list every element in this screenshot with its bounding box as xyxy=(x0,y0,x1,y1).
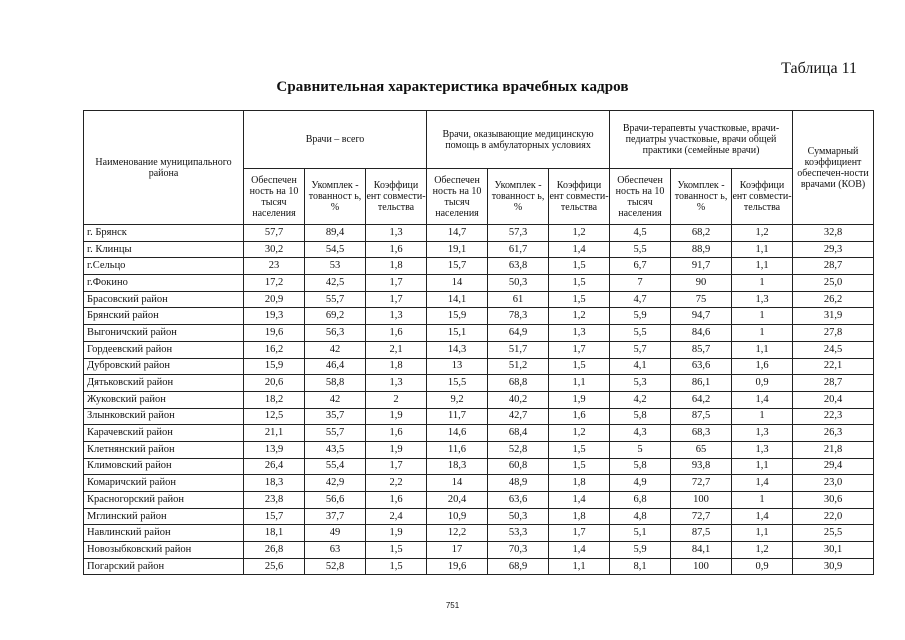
value-cell: 1,3 xyxy=(732,441,793,458)
table-row xyxy=(84,475,874,492)
value-cell: 5,8 xyxy=(610,408,671,425)
value-cell: 10,9 xyxy=(427,508,488,525)
table-row xyxy=(84,391,874,408)
value-cell: 1,7 xyxy=(366,275,427,292)
value-cell: 87,5 xyxy=(671,408,732,425)
value-cell: 84,6 xyxy=(671,325,732,342)
value-cell: 75 xyxy=(671,291,732,308)
value-cell: 1,5 xyxy=(549,358,610,375)
district-name-cell: Комаричский район xyxy=(84,475,244,492)
value-cell: 1,1 xyxy=(732,341,793,358)
subheader-combination: Коэффици ент совмести-тельства xyxy=(732,169,793,225)
district-name-cell: Красногорский район xyxy=(84,492,244,509)
value-cell: 51,7 xyxy=(488,341,549,358)
value-cell: 5 xyxy=(610,441,671,458)
value-cell: 1,5 xyxy=(549,258,610,275)
district-name-cell: г. Брянск xyxy=(84,225,244,242)
value-cell: 51,2 xyxy=(488,358,549,375)
value-cell: 5,8 xyxy=(610,458,671,475)
value-cell: 1 xyxy=(732,308,793,325)
value-cell: 46,4 xyxy=(305,358,366,375)
value-cell: 1,2 xyxy=(732,225,793,242)
value-cell: 1,2 xyxy=(549,425,610,442)
value-cell: 30,2 xyxy=(244,241,305,258)
table-row xyxy=(84,225,874,242)
value-cell: 14,6 xyxy=(427,425,488,442)
value-cell: 1,5 xyxy=(366,542,427,559)
value-cell: 1,1 xyxy=(549,375,610,392)
value-cell: 1,2 xyxy=(732,542,793,559)
value-cell: 11,6 xyxy=(427,441,488,458)
value-cell: 14,1 xyxy=(427,291,488,308)
value-cell: 90 xyxy=(671,275,732,292)
value-cell: 50,3 xyxy=(488,275,549,292)
value-cell: 5,5 xyxy=(610,241,671,258)
value-cell: 88,9 xyxy=(671,241,732,258)
value-cell: 52,8 xyxy=(488,441,549,458)
value-cell: 26,4 xyxy=(244,458,305,475)
value-cell: 4,1 xyxy=(610,358,671,375)
value-cell: 1,6 xyxy=(366,241,427,258)
value-cell: 1,3 xyxy=(732,291,793,308)
header-group-therapists: Врачи-терапевты участковые, врачи-педиатры участковые, врачи общей практики (семейные врачи) xyxy=(610,111,793,169)
value-cell: 12,5 xyxy=(244,408,305,425)
value-cell: 19,3 xyxy=(244,308,305,325)
value-cell: 70,3 xyxy=(488,542,549,559)
value-cell: 1,3 xyxy=(366,375,427,392)
value-cell: 63 xyxy=(305,542,366,559)
value-cell: 1,7 xyxy=(366,458,427,475)
header-group-outpatient: Врачи, оказывающие медицинскую помощь в амбулаторных условиях xyxy=(427,111,610,169)
value-cell: 86,1 xyxy=(671,375,732,392)
value-cell: 20,4 xyxy=(427,492,488,509)
value-cell: 0,9 xyxy=(732,375,793,392)
value-cell: 4,2 xyxy=(610,391,671,408)
value-cell: 1,6 xyxy=(732,358,793,375)
value-cell: 30,1 xyxy=(793,542,874,559)
value-cell: 37,7 xyxy=(305,508,366,525)
value-cell: 1,1 xyxy=(549,558,610,575)
value-cell: 94,7 xyxy=(671,308,732,325)
value-cell: 1,4 xyxy=(549,492,610,509)
value-cell: 56,6 xyxy=(305,492,366,509)
value-cell: 17 xyxy=(427,542,488,559)
value-cell: 19,6 xyxy=(427,558,488,575)
value-cell: 14,3 xyxy=(427,341,488,358)
value-cell: 1,3 xyxy=(732,425,793,442)
value-cell: 24,5 xyxy=(793,341,874,358)
page-number: 751 xyxy=(445,601,460,610)
value-cell: 1,5 xyxy=(549,458,610,475)
district-name-cell: Дубровский район xyxy=(84,358,244,375)
value-cell: 28,7 xyxy=(793,375,874,392)
value-cell: 18,3 xyxy=(427,458,488,475)
value-cell: 1,7 xyxy=(549,341,610,358)
value-cell: 18,1 xyxy=(244,525,305,542)
value-cell: 1,6 xyxy=(366,425,427,442)
value-cell: 4,3 xyxy=(610,425,671,442)
value-cell: 1,8 xyxy=(549,475,610,492)
district-name-cell: Дятьковский район xyxy=(84,375,244,392)
value-cell: 85,7 xyxy=(671,341,732,358)
value-cell: 15,5 xyxy=(427,375,488,392)
district-name-cell: г.Сельцо xyxy=(84,258,244,275)
value-cell: 2,1 xyxy=(366,341,427,358)
value-cell: 7 xyxy=(610,275,671,292)
district-name-cell: Выгоничский район xyxy=(84,325,244,342)
value-cell: 4,9 xyxy=(610,475,671,492)
value-cell: 72,7 xyxy=(671,508,732,525)
table-row xyxy=(84,241,874,258)
value-cell: 1,8 xyxy=(366,258,427,275)
value-cell: 26,8 xyxy=(244,542,305,559)
value-cell: 68,2 xyxy=(671,225,732,242)
value-cell: 16,2 xyxy=(244,341,305,358)
value-cell: 89,4 xyxy=(305,225,366,242)
value-cell: 15,1 xyxy=(427,325,488,342)
table-row xyxy=(84,258,874,275)
value-cell: 60,8 xyxy=(488,458,549,475)
value-cell: 84,1 xyxy=(671,542,732,559)
district-name-cell: Жуковский район xyxy=(84,391,244,408)
value-cell: 5,9 xyxy=(610,308,671,325)
value-cell: 14,7 xyxy=(427,225,488,242)
district-name-cell: Погарский район xyxy=(84,558,244,575)
value-cell: 5,1 xyxy=(610,525,671,542)
value-cell: 1 xyxy=(732,275,793,292)
district-name-cell: Брянский район xyxy=(84,308,244,325)
value-cell: 1,1 xyxy=(732,241,793,258)
value-cell: 20,9 xyxy=(244,291,305,308)
value-cell: 6,8 xyxy=(610,492,671,509)
value-cell: 4,5 xyxy=(610,225,671,242)
value-cell: 78,3 xyxy=(488,308,549,325)
value-cell: 42 xyxy=(305,391,366,408)
subheader-staffing: Укомплек - тованност ь, % xyxy=(671,169,732,225)
value-cell: 1,5 xyxy=(549,275,610,292)
value-cell: 1,4 xyxy=(549,241,610,258)
value-cell: 64,2 xyxy=(671,391,732,408)
value-cell: 61,7 xyxy=(488,241,549,258)
value-cell: 2 xyxy=(366,391,427,408)
value-cell: 18,2 xyxy=(244,391,305,408)
value-cell: 1,4 xyxy=(732,475,793,492)
value-cell: 4,8 xyxy=(610,508,671,525)
page-title: Сравнительная характеристика врачебных кадров xyxy=(276,79,629,95)
value-cell: 20,6 xyxy=(244,375,305,392)
value-cell: 63,8 xyxy=(488,258,549,275)
value-cell: 93,8 xyxy=(671,458,732,475)
value-cell: 43,5 xyxy=(305,441,366,458)
table-row xyxy=(84,441,874,458)
value-cell: 1,6 xyxy=(366,492,427,509)
table-row xyxy=(84,525,874,542)
value-cell: 32,8 xyxy=(793,225,874,242)
value-cell: 14 xyxy=(427,275,488,292)
value-cell: 100 xyxy=(671,492,732,509)
subheader-staffing: Укомплек - тованност ь, % xyxy=(488,169,549,225)
value-cell: 28,7 xyxy=(793,258,874,275)
value-cell: 26,2 xyxy=(793,291,874,308)
header-kov: Суммарный коэффициент обеспечен-ности врачами (КОВ) xyxy=(793,111,874,225)
district-name-cell: Навлинский район xyxy=(84,525,244,542)
value-cell: 6,7 xyxy=(610,258,671,275)
value-cell: 21,1 xyxy=(244,425,305,442)
value-cell: 9,2 xyxy=(427,391,488,408)
value-cell: 40,2 xyxy=(488,391,549,408)
table-row xyxy=(84,408,874,425)
value-cell: 21,8 xyxy=(793,441,874,458)
table-row xyxy=(84,508,874,525)
value-cell: 57,3 xyxy=(488,225,549,242)
value-cell: 1 xyxy=(732,325,793,342)
value-cell: 55,7 xyxy=(305,291,366,308)
value-cell: 1,5 xyxy=(549,441,610,458)
value-cell: 50,3 xyxy=(488,508,549,525)
district-name-cell: Брасовский район xyxy=(84,291,244,308)
table-row xyxy=(84,358,874,375)
value-cell: 68,3 xyxy=(671,425,732,442)
value-cell: 1,5 xyxy=(549,291,610,308)
value-cell: 15,7 xyxy=(244,508,305,525)
value-cell: 1,4 xyxy=(549,542,610,559)
value-cell: 68,4 xyxy=(488,425,549,442)
value-cell: 56,3 xyxy=(305,325,366,342)
value-cell: 5,9 xyxy=(610,542,671,559)
value-cell: 8,1 xyxy=(610,558,671,575)
value-cell: 72,7 xyxy=(671,475,732,492)
value-cell: 87,5 xyxy=(671,525,732,542)
district-name-cell: Гордеевский район xyxy=(84,341,244,358)
value-cell: 1,6 xyxy=(366,325,427,342)
value-cell: 15,9 xyxy=(244,358,305,375)
value-cell: 61 xyxy=(488,291,549,308)
value-cell: 17,2 xyxy=(244,275,305,292)
table-row xyxy=(84,542,874,559)
value-cell: 42,7 xyxy=(488,408,549,425)
subheader-staffing: Укомплек - тованност ь, % xyxy=(305,169,366,225)
subheader-combination: Коэффици ент совмести-тельства xyxy=(549,169,610,225)
value-cell: 64,9 xyxy=(488,325,549,342)
district-name-cell: Мглинский район xyxy=(84,508,244,525)
value-cell: 1,3 xyxy=(549,325,610,342)
value-cell: 19,6 xyxy=(244,325,305,342)
value-cell: 11,7 xyxy=(427,408,488,425)
value-cell: 4,7 xyxy=(610,291,671,308)
value-cell: 1,8 xyxy=(366,358,427,375)
value-cell: 13,9 xyxy=(244,441,305,458)
value-cell: 1,9 xyxy=(366,441,427,458)
value-cell: 1,9 xyxy=(549,391,610,408)
value-cell: 1 xyxy=(732,408,793,425)
header-name-col: Наименование муниципального района xyxy=(84,111,244,225)
value-cell: 35,7 xyxy=(305,408,366,425)
value-cell: 1,1 xyxy=(732,258,793,275)
value-cell: 68,9 xyxy=(488,558,549,575)
value-cell: 30,9 xyxy=(793,558,874,575)
value-cell: 1,1 xyxy=(732,525,793,542)
value-cell: 1,4 xyxy=(732,391,793,408)
value-cell: 1,4 xyxy=(732,508,793,525)
table-label: Таблица 11 xyxy=(781,60,857,77)
value-cell: 1,8 xyxy=(549,508,610,525)
value-cell: 2,4 xyxy=(366,508,427,525)
value-cell: 1,9 xyxy=(366,408,427,425)
value-cell: 30,6 xyxy=(793,492,874,509)
value-cell: 5,3 xyxy=(610,375,671,392)
value-cell: 31,9 xyxy=(793,308,874,325)
value-cell: 20,4 xyxy=(793,391,874,408)
value-cell: 91,7 xyxy=(671,258,732,275)
value-cell: 1 xyxy=(732,492,793,509)
value-cell: 1,7 xyxy=(549,525,610,542)
value-cell: 65 xyxy=(671,441,732,458)
value-cell: 27,8 xyxy=(793,325,874,342)
header-group-all-doctors: Врачи – всего xyxy=(244,111,427,169)
physicians-table xyxy=(83,110,874,575)
value-cell: 15,9 xyxy=(427,308,488,325)
table-row xyxy=(84,325,874,342)
value-cell: 1,2 xyxy=(549,225,610,242)
value-cell: 15,7 xyxy=(427,258,488,275)
value-cell: 19,1 xyxy=(427,241,488,258)
value-cell: 42,9 xyxy=(305,475,366,492)
value-cell: 63,6 xyxy=(488,492,549,509)
value-cell: 54,5 xyxy=(305,241,366,258)
value-cell: 29,3 xyxy=(793,241,874,258)
value-cell: 5,5 xyxy=(610,325,671,342)
value-cell: 1,7 xyxy=(366,291,427,308)
value-cell: 58,8 xyxy=(305,375,366,392)
value-cell: 63,6 xyxy=(671,358,732,375)
value-cell: 22,1 xyxy=(793,358,874,375)
value-cell: 42 xyxy=(305,341,366,358)
value-cell: 69,2 xyxy=(305,308,366,325)
subheader-provision: Обеспечен ность на 10 тысяч населения xyxy=(427,169,488,225)
value-cell: 1,6 xyxy=(549,408,610,425)
subheader-provision: Обеспечен ность на 10 тысяч населения xyxy=(244,169,305,225)
table-row xyxy=(84,558,874,575)
value-cell: 13 xyxy=(427,358,488,375)
value-cell: 55,4 xyxy=(305,458,366,475)
value-cell: 25,5 xyxy=(793,525,874,542)
value-cell: 26,3 xyxy=(793,425,874,442)
table-body xyxy=(84,225,874,575)
value-cell: 22,0 xyxy=(793,508,874,525)
value-cell: 12,2 xyxy=(427,525,488,542)
subheader-combination: Коэффици ент совмести-тельства xyxy=(366,169,427,225)
value-cell: 49 xyxy=(305,525,366,542)
table-row xyxy=(84,458,874,475)
value-cell: 100 xyxy=(671,558,732,575)
value-cell: 23,8 xyxy=(244,492,305,509)
value-cell: 48,9 xyxy=(488,475,549,492)
value-cell: 1,2 xyxy=(549,308,610,325)
district-name-cell: г.Фокино xyxy=(84,275,244,292)
value-cell: 14 xyxy=(427,475,488,492)
value-cell: 53,3 xyxy=(488,525,549,542)
value-cell: 68,8 xyxy=(488,375,549,392)
district-name-cell: Карачевский район xyxy=(84,425,244,442)
value-cell: 0,9 xyxy=(732,558,793,575)
value-cell: 42,5 xyxy=(305,275,366,292)
table-row xyxy=(84,291,874,308)
value-cell: 1,9 xyxy=(366,525,427,542)
value-cell: 1,3 xyxy=(366,308,427,325)
table-row xyxy=(84,375,874,392)
value-cell: 53 xyxy=(305,258,366,275)
value-cell: 18,3 xyxy=(244,475,305,492)
value-cell: 22,3 xyxy=(793,408,874,425)
district-name-cell: Злынковский район xyxy=(84,408,244,425)
table-row xyxy=(84,341,874,358)
table-row xyxy=(84,308,874,325)
value-cell: 57,7 xyxy=(244,225,305,242)
district-name-cell: Клетнянский район xyxy=(84,441,244,458)
value-cell: 25,0 xyxy=(793,275,874,292)
table-row xyxy=(84,425,874,442)
subheader-provision: Обеспечен ность на 10 тысяч населения xyxy=(610,169,671,225)
value-cell: 5,7 xyxy=(610,341,671,358)
value-cell: 23,0 xyxy=(793,475,874,492)
value-cell: 25,6 xyxy=(244,558,305,575)
value-cell: 29,4 xyxy=(793,458,874,475)
value-cell: 52,8 xyxy=(305,558,366,575)
value-cell: 1,3 xyxy=(366,225,427,242)
district-name-cell: г. Клинцы xyxy=(84,241,244,258)
value-cell: 1,5 xyxy=(366,558,427,575)
value-cell: 55,7 xyxy=(305,425,366,442)
district-name-cell: Климовский район xyxy=(84,458,244,475)
district-name-cell: Новозыбковский район xyxy=(84,542,244,559)
value-cell: 1,1 xyxy=(732,458,793,475)
table-row xyxy=(84,492,874,509)
value-cell: 2,2 xyxy=(366,475,427,492)
table-row xyxy=(84,275,874,292)
value-cell: 23 xyxy=(244,258,305,275)
